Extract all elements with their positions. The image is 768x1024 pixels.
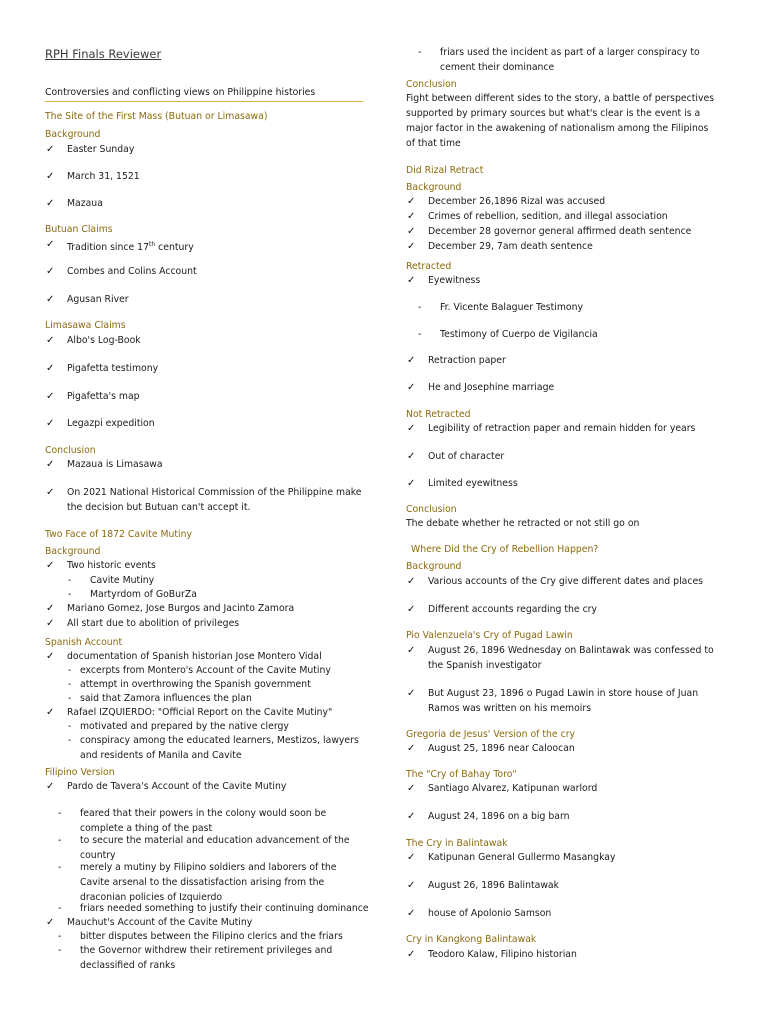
list-item: Various accounts of the Cry give different dates and places — [428, 576, 704, 587]
heading-bahay-toro: The "Cry of Bahay Toro" — [406, 769, 517, 780]
dash-bullet: - — [68, 665, 72, 676]
heading-butuan-claims: Butuan Claims — [45, 224, 113, 235]
heading-filipino-version: Filipino Version — [45, 767, 115, 778]
section-title-first-mass: The Site of the First Mass (Butuan or Limasawa) — [45, 111, 268, 122]
check-icon: ✓ — [407, 478, 416, 489]
check-icon: ✓ — [46, 239, 55, 250]
dash-bullet: - — [418, 47, 422, 58]
heading-kangkong: Cry in Kangkong Balintawak — [406, 934, 537, 945]
list-item: August 25, 1896 near Caloocan — [428, 743, 575, 754]
list-item: excerpts from Montero's Account of the Cavite Mutiny — [80, 665, 331, 676]
dash-bullet: - — [68, 735, 72, 746]
list-item: Mariano Gomez, Jose Burgos and Jacinto Zamora — [67, 603, 295, 614]
list-item: conspiracy among the educated learners, Mestizos, lawyers and residents of Manila and Cavite — [80, 735, 359, 761]
paragraph: The debate whether he retracted or not still go on — [406, 518, 640, 529]
check-icon: ✓ — [46, 707, 55, 718]
dash-bullet: - — [58, 945, 62, 956]
heading-retracted: Retracted — [406, 261, 452, 272]
check-icon: ✓ — [46, 603, 55, 614]
list-item: August 24, 1896 on a big barn — [428, 811, 570, 822]
heading-pio-valenzuela: Pio Valenzuela's Cry of Pugad Lawin — [406, 630, 573, 641]
list-item: Pigafetta's map — [67, 391, 140, 402]
check-icon: ✓ — [46, 391, 55, 402]
check-icon: ✓ — [407, 576, 416, 587]
list-item: Agusan River — [67, 294, 129, 305]
heading-conclusion: Conclusion — [406, 504, 457, 515]
heading-background: Background — [45, 546, 101, 557]
list-item: Retraction paper — [428, 355, 506, 366]
list-item: Eyewitness — [428, 275, 481, 286]
check-icon: ✓ — [46, 363, 55, 374]
section-title-cavite-mutiny: Two Face of 1872 Cavite Mutiny — [45, 529, 193, 540]
check-icon: ✓ — [46, 618, 55, 629]
list-item: Tradition since 17th century — [67, 241, 194, 254]
divider — [45, 101, 363, 102]
check-icon: ✓ — [407, 451, 416, 462]
list-item: Legibility of retraction paper and remain hidden for years — [428, 423, 696, 434]
check-icon: ✓ — [407, 645, 416, 656]
list-item: Combes and Colins Account — [67, 266, 197, 277]
heading-limasawa-claims: Limasawa Claims — [45, 320, 126, 331]
list-item: Mazaua — [67, 198, 103, 209]
list-item: August 26, 1896 Wednesday on Balintawak was confessed to the Spanish investigator — [428, 645, 714, 671]
check-icon: ✓ — [46, 335, 55, 346]
check-icon: ✓ — [407, 275, 416, 286]
check-icon: ✓ — [407, 852, 416, 863]
check-icon: ✓ — [46, 171, 55, 182]
list-item: December 28 governor general affirmed death sentence — [428, 226, 692, 237]
list-item: March 31, 1521 — [67, 171, 140, 182]
check-icon: ✓ — [407, 743, 416, 754]
list-item: house of Apolonio Samson — [428, 908, 552, 919]
check-icon: ✓ — [407, 908, 416, 919]
check-icon: ✓ — [46, 781, 55, 792]
heading-background: Background — [406, 561, 462, 572]
list-item: bitter disputes between the Filipino clerics and the friars — [80, 931, 343, 942]
check-icon: ✓ — [407, 355, 416, 366]
list-item: Mauchut's Account of the Cavite Mutiny — [67, 917, 253, 928]
list-item: Fr. Vicente Balaguer Testimony — [440, 302, 584, 313]
list-item: Crimes of rebellion, sedition, and illegal association — [428, 211, 668, 222]
dash-bullet: - — [58, 808, 62, 819]
heading-conclusion: Conclusion — [406, 79, 457, 90]
check-icon: ✓ — [46, 459, 55, 470]
check-icon: ✓ — [407, 880, 416, 891]
check-icon: ✓ — [46, 917, 55, 928]
check-icon: ✓ — [46, 266, 55, 277]
list-item: to secure the material and education advancement of the country — [80, 835, 350, 861]
check-icon: ✓ — [46, 144, 55, 155]
section-title-cry: Where Did the Cry of Rebellion Happen? — [411, 544, 599, 555]
check-icon: ✓ — [407, 226, 416, 237]
section-title-rizal: Did Rizal Retract — [406, 165, 484, 176]
list-item: Easter Sunday — [67, 144, 135, 155]
list-item: August 26, 1896 Balintawak — [428, 880, 560, 891]
check-icon: ✓ — [407, 604, 416, 615]
check-icon: ✓ — [46, 487, 55, 498]
heading-spanish-account: Spanish Account — [45, 637, 123, 648]
list-item: motivated and prepared by the native clergy — [80, 721, 289, 732]
list-item: the Governor withdrew their retirement privileges and declassified of ranks — [80, 945, 333, 971]
paragraph: Fight between different sides to the story, a battle of perspectives supported by primary sources but what's clear is the event is a major factor in the awakening of nationalism among the Filipinos of that time — [406, 93, 715, 149]
check-icon: ✓ — [46, 198, 55, 209]
heading-balintawak: The Cry in Balintawak — [406, 838, 508, 849]
list-item: December 29, 7am death sentence — [428, 241, 593, 252]
check-icon: ✓ — [46, 294, 55, 305]
check-icon: ✓ — [46, 560, 55, 571]
heading-background: Background — [45, 129, 101, 140]
list-item: Legazpi expedition — [67, 418, 155, 429]
list-item: Different accounts regarding the cry — [428, 604, 598, 615]
list-item: merely a mutiny by Filipino soldiers and laborers of the Cavite arsenal to the dissatisfaction arising from the draconian policies of Izquierdo — [80, 862, 337, 903]
heading-background: Background — [406, 182, 462, 193]
list-item: All start due to abolition of privileges — [67, 618, 240, 629]
page-title: RPH Finals Reviewer — [45, 47, 162, 61]
list-item: Teodoro Kalaw, Filipino historian — [428, 949, 577, 960]
check-icon: ✓ — [407, 811, 416, 822]
dash-bullet: - — [58, 862, 62, 873]
list-item: Mazaua is Limasawa — [67, 459, 163, 470]
list-item: Two historic events — [67, 560, 156, 571]
dash-bullet: - — [58, 903, 62, 914]
list-item: But August 23, 1896 o Pugad Lawin in store house of Juan Ramos was written on his memoirs — [428, 688, 699, 714]
list-item: said that Zamora influences the plan — [80, 693, 252, 704]
check-icon: ✓ — [407, 688, 416, 699]
subtitle: Controversies and conflicting views on Philippine histories — [45, 87, 316, 98]
dash-bullet: - — [58, 931, 62, 942]
list-item: Pardo de Tavera's Account of the Cavite Mutiny — [67, 781, 287, 792]
list-item: Testimony of Cuerpo de Vigilancia — [440, 329, 598, 340]
dash-bullet: - — [418, 329, 422, 340]
check-icon: ✓ — [407, 211, 416, 222]
list-item: friars needed something to justify their continuing dominance — [80, 903, 369, 914]
heading-gregoria: Gregoria de Jesus' Version of the cry — [406, 729, 576, 740]
heading-conclusion: Conclusion — [45, 445, 96, 456]
heading-not-retracted: Not Retracted — [406, 409, 471, 420]
list-item: December 26,1896 Rizal was accused — [428, 196, 606, 207]
check-icon: ✓ — [46, 418, 55, 429]
check-icon: ✓ — [407, 382, 416, 393]
dash-bullet: - — [68, 589, 72, 600]
check-icon: ✓ — [407, 196, 416, 207]
list-item: Martyrdom of GoBurZa — [90, 589, 197, 600]
list-item: Pigafetta testimony — [67, 363, 159, 374]
check-icon: ✓ — [407, 783, 416, 794]
check-icon: ✓ — [407, 241, 416, 252]
list-item: Limited eyewitness — [428, 478, 518, 489]
check-icon: ✓ — [407, 949, 416, 960]
dash-bullet: - — [68, 721, 72, 732]
list-item: Santiago Alvarez, Katipunan warlord — [428, 783, 598, 794]
dash-bullet: - — [68, 679, 72, 690]
list-item: attempt in overthrowing the Spanish government — [80, 679, 311, 690]
list-item: On 2021 National Historical Commission of the Philippine make the decision but Butuan can't accept it. — [67, 487, 362, 513]
dash-bullet: - — [418, 302, 422, 313]
dash-bullet: - — [68, 693, 72, 704]
check-icon: ✓ — [46, 651, 55, 662]
dash-bullet: - — [58, 835, 62, 846]
dash-bullet: - — [68, 575, 72, 586]
check-icon: ✓ — [407, 423, 416, 434]
list-item: He and Josephine marriage — [428, 382, 555, 393]
list-item: friars used the incident as part of a larger conspiracy to cement their dominance — [440, 47, 700, 73]
list-item: Albo's Log-Book — [67, 335, 141, 346]
list-item: Katipunan General Gullermo Masangkay — [428, 852, 616, 863]
list-item: Cavite Mutiny — [90, 575, 155, 586]
list-item: documentation of Spanish historian Jose Montero Vidal — [67, 651, 322, 662]
list-item: feared that their powers in the colony would soon be complete a thing of the past — [80, 808, 327, 834]
list-item: Out of character — [428, 451, 505, 462]
list-item: Rafael IZQUIERDO: "Official Report on the Cavite Mutiny" — [67, 707, 333, 718]
